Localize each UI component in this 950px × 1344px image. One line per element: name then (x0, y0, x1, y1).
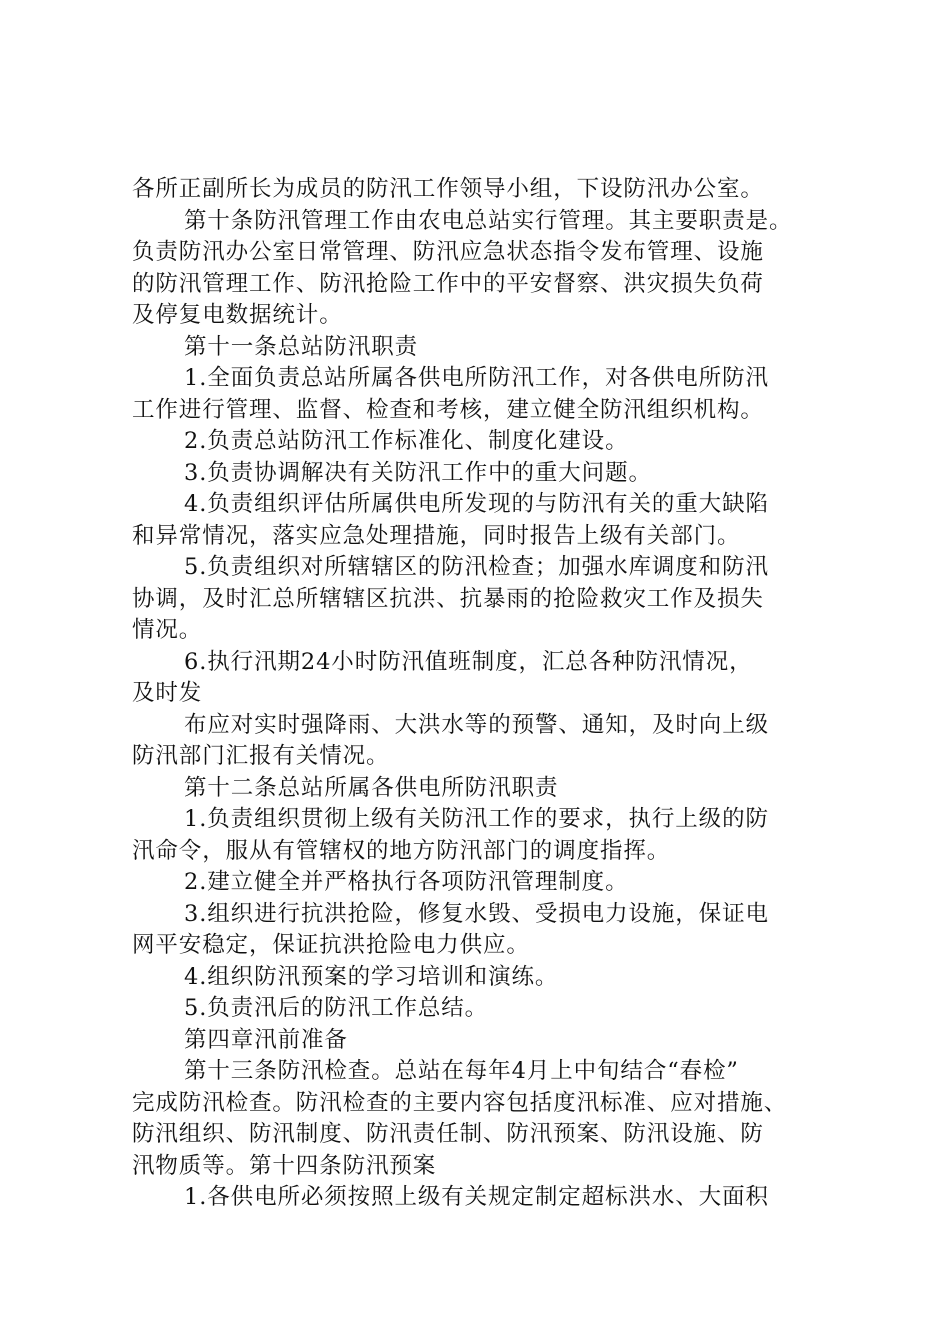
text-line: 及时发 (132, 680, 203, 706)
text-line: 的防汛管理工作、防汛抢险工作中的平安督察、洪灾损失负荷 (132, 270, 764, 297)
text-line: 防汛部门汇报有关情况。 (132, 743, 390, 769)
text-line: 第十条防汛管理工作由农电总站实行管理。其主要职责是。 (184, 207, 793, 234)
text-line: 各所正副所长为成员的防汛工作领导小组，下设防汛办公室。 (132, 176, 764, 202)
text-line: 第四章汛前准备 (184, 1026, 348, 1053)
text-line: 及停复电数据统计。 (132, 302, 343, 328)
text-line: 3.负责协调解决有关防汛工作中的重大问题。 (184, 459, 652, 486)
text-line: 4.负责组织评估所属供电所发现的与防汛有关的重大缺陷 (184, 491, 769, 517)
text-line: 5.负责组织对所辖辖区的防汛检查；加强水库调度和防汛 (184, 554, 769, 580)
text-line: 协调，及时汇总所辖辖区抗洪、抗暴雨的抢险救灾工作及损失 (132, 585, 764, 612)
text-line: 和异常情况，落实应急处理措施，同时报告上级有关部门。 (132, 522, 741, 549)
text-line: 3.组织进行抗洪抢险，修复水毁、受损电力设施，保证电 (184, 900, 769, 927)
document-page (132, 174, 832, 1214)
text-line: 情况。 (132, 617, 203, 643)
text-line: 工作进行管理、监督、检查和考核，建立健全防汛组织机构。 (132, 396, 764, 423)
text-line: 2.建立健全并严格执行各项防汛管理制度。 (184, 869, 629, 895)
text-line: 汛命令，服从有管辖权的地方防汛部门的调度指挥。 (132, 837, 671, 864)
text-line: 6.执行汛期24小时防汛值班制度，汇总各种防汛情况， (184, 648, 753, 675)
text-line: 1.全面负责总站所属各供电所防汛工作，对各供电所防汛 (184, 365, 769, 391)
text-line: 4.组织防汛预案的学习培训和演练。 (184, 963, 559, 990)
text-line: 完成防汛检查。防汛检查的主要内容包括度汛标准、应对措施、 (132, 1089, 788, 1116)
text-line: 汛物质等。第十四条防汛预案 (132, 1152, 437, 1179)
text-line: 负责防汛办公室日常管理、防汛应急状态指令发布管理、设施 (132, 239, 764, 265)
text-line: 网平安稳定，保证抗洪抢险电力供应。 (132, 932, 530, 958)
text-line: 2.负责总站防汛工作标准化、制度化建设。 (184, 428, 629, 454)
text-line: 第十一条总站防汛职责 (184, 333, 419, 360)
text-line: 布应对实时强降雨、大洪水等的预警、通知，及时向上级 (184, 711, 770, 738)
text-line: 1.各供电所必须按照上级有关规定制定超标洪水、大面积 (184, 1184, 769, 1210)
text-line: 第十二条总站所属各供电所防汛职责 (184, 774, 559, 801)
text-line: 防汛组织、防汛制度、防汛责任制、防汛预案、防汛设施、防 (132, 1121, 764, 1147)
text-line: 1.负责组织贯彻上级有关防汛工作的要求，执行上级的防 (184, 806, 769, 832)
text-line: 第十三条防汛检查。总站在每年4月上中旬结合“春检” (184, 1058, 739, 1084)
text-line: 5.负责汛后的防汛工作总结。 (184, 995, 489, 1021)
